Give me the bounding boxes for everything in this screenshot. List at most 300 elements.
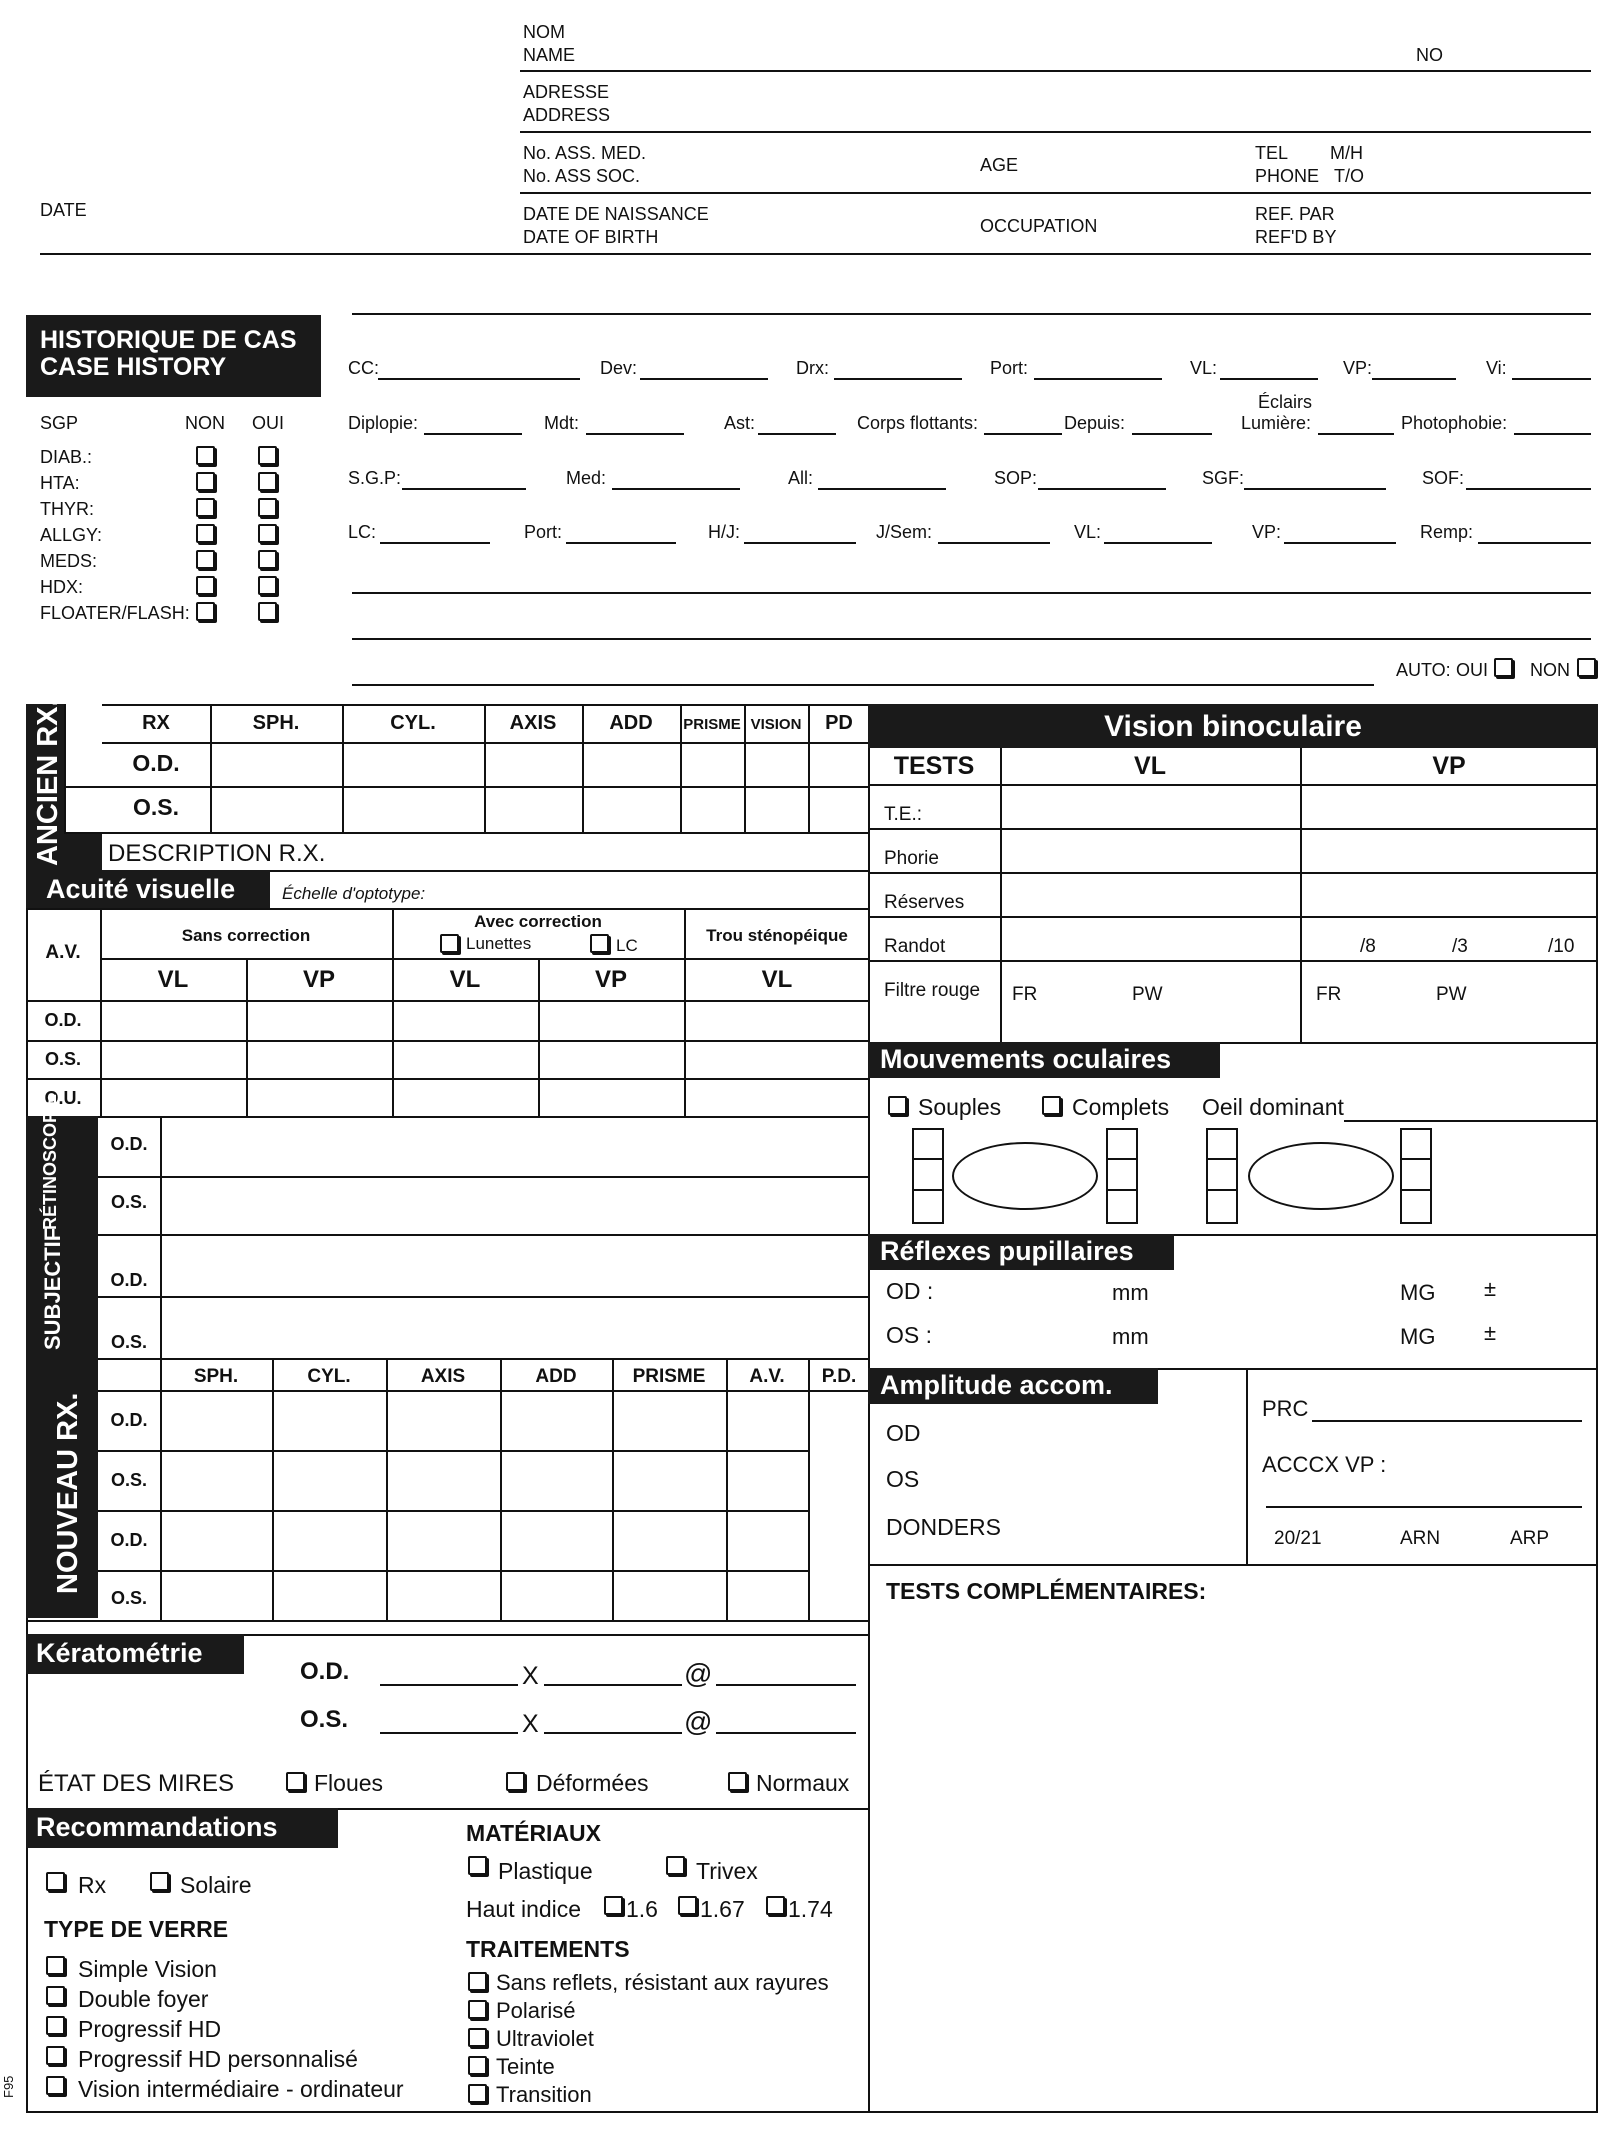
label-drx: Drx:: [796, 358, 829, 378]
vp-field[interactable]: [1372, 378, 1456, 380]
progressif-hd-perso-checkbox[interactable]: [46, 2046, 65, 2065]
lc-checkbox[interactable]: [590, 934, 609, 953]
tests-comp-title: TESTS COMPLÉMENTAIRES:: [886, 1578, 1207, 1604]
acuite-lc: LC: [616, 936, 638, 955]
label-lumiere: Lumière:: [1241, 413, 1312, 433]
notes-line-2[interactable]: [352, 638, 1591, 640]
sans-reflets-checkbox[interactable]: [468, 1972, 487, 1991]
binoc-row-te: T.E.:: [884, 804, 923, 825]
retino-od: O.D.: [110, 1134, 148, 1154]
binoc-row-reserves: Réserves: [884, 892, 965, 913]
label-corps-flottants: Corps flottants:: [857, 413, 979, 433]
recom-type: TYPE DE VERRE: [44, 1916, 229, 1942]
souples-checkbox[interactable]: [888, 1096, 907, 1115]
label-port: Port:: [990, 358, 1029, 378]
nouveau-col-av: A.V.: [749, 1366, 785, 1387]
form-code: F95: [1, 2075, 16, 2098]
sgp-hta: HTA:: [40, 473, 80, 493]
port2-field[interactable]: [566, 542, 676, 544]
kerato-od-at: @: [684, 1658, 713, 1689]
ancien-col-pd: PD: [825, 712, 853, 734]
vl2-field[interactable]: [1104, 542, 1212, 544]
rx-checkbox[interactable]: [46, 1872, 65, 1891]
recom-solaire: Solaire: [180, 1872, 252, 1898]
hdx-non-checkbox[interactable]: [196, 576, 215, 595]
ancien-col-prisme: PRISME: [683, 716, 741, 733]
solaire-checkbox[interactable]: [150, 1872, 169, 1891]
recom-materiaux: MATÉRIAUX: [466, 1820, 602, 1846]
label-sgp2: S.G.P:: [348, 468, 402, 488]
sop-field[interactable]: [1038, 488, 1166, 490]
thyr-non-checkbox[interactable]: [196, 498, 215, 517]
corps-flottants-field[interactable]: [984, 433, 1062, 435]
label-address: ADDRESS: [523, 105, 611, 125]
amplitude-os: OS: [886, 1466, 920, 1492]
nouveau-line-3: [98, 1510, 810, 1512]
label-eclairs: Éclairs: [1258, 392, 1313, 412]
reflexes-os-pm: ±: [1484, 1320, 1497, 1345]
kerato-od-field-3[interactable]: [716, 1684, 856, 1686]
ancien-line-1: [102, 742, 870, 744]
sof-field[interactable]: [1466, 488, 1591, 490]
mouv-souples: Souples: [918, 1094, 1002, 1120]
label-auto-non: NON: [1530, 660, 1570, 680]
dev-field[interactable]: [640, 378, 768, 380]
sgp-hdx: HDX:: [40, 577, 84, 597]
trait-ultraviolet: Ultraviolet: [496, 2026, 594, 2051]
trait-transition: Transition: [496, 2082, 592, 2107]
kerato-os-field-3[interactable]: [716, 1732, 856, 1734]
binoc-line-4: [868, 916, 1598, 918]
od-eye-oval[interactable]: [952, 1142, 1098, 1210]
label-vl: VL:: [1190, 358, 1218, 378]
trait-teinte: Teinte: [496, 2054, 555, 2079]
sgp-thyr: THYR:: [40, 499, 94, 519]
type-progressif-hd-perso: Progressif HD personnalisé: [78, 2046, 358, 2072]
nouveau-vline-3: [500, 1358, 502, 1620]
acuite-avec-vl: VL: [449, 966, 481, 993]
ancien-od-os-bg: [64, 704, 102, 832]
all-field[interactable]: [818, 488, 946, 490]
mat-i3: 1.74: [788, 1896, 833, 1922]
label-tel: TEL: [1255, 143, 1289, 163]
trivex-checkbox[interactable]: [666, 1856, 685, 1875]
floues-checkbox[interactable]: [286, 1772, 305, 1791]
case-title-en: CASE HISTORY: [40, 353, 227, 381]
acuite-avec-vp: VP: [594, 966, 627, 993]
label-nom: NOM: [523, 22, 565, 42]
recom-rx: Rx: [78, 1872, 107, 1898]
depuis-field[interactable]: [1132, 433, 1212, 435]
recom-title: Recommandations: [26, 1808, 338, 1848]
binoc-row-randot: Randot: [884, 936, 946, 957]
acuite-sans-vl: VL: [157, 966, 189, 993]
label-adresse: ADRESSE: [523, 82, 610, 102]
oeil-dominant-field[interactable]: [1344, 1120, 1596, 1122]
label-no: NO: [1416, 45, 1443, 65]
deformees-checkbox[interactable]: [506, 1772, 525, 1791]
label-non: NON: [185, 413, 225, 433]
nouveau-col-axis: AXIS: [420, 1366, 466, 1387]
amplitude-od: OD: [886, 1420, 921, 1446]
ancien-description[interactable]: DESCRIPTION R.X.: [108, 840, 326, 867]
acuite-avec: Avec correction: [474, 912, 602, 931]
retino-mid-line: [98, 1176, 870, 1178]
randot-3: /3: [1452, 936, 1468, 957]
label-all: All:: [788, 468, 814, 488]
label-remp: Remp:: [1420, 522, 1474, 542]
acuite-vline-2: [392, 908, 394, 1116]
retino-side-band: [26, 1116, 98, 1234]
reflexes-od: OD :: [886, 1278, 934, 1304]
binoc-title: Vision binoculaire: [868, 704, 1598, 748]
label-to: T/O: [1334, 166, 1364, 186]
double-foyer-checkbox[interactable]: [46, 1986, 65, 2005]
polarise-checkbox[interactable]: [468, 2000, 487, 2019]
kerato-floues: Floues: [314, 1770, 384, 1796]
acuite-line-4: [26, 1040, 870, 1042]
type-simple-vision: Simple Vision: [78, 1956, 217, 1982]
acuite-row-ou: O.U.: [44, 1088, 82, 1108]
os-left-grid[interactable]: [1206, 1128, 1238, 1224]
ancien-col-vision: VISION: [750, 716, 802, 733]
mouv-oeil-dominant: Oeil dominant: [1202, 1094, 1344, 1120]
complets-checkbox[interactable]: [1042, 1096, 1061, 1115]
kerato-od-field-2[interactable]: [544, 1684, 682, 1686]
jsem-field[interactable]: [938, 542, 1050, 544]
label-vl2: VL:: [1074, 522, 1102, 542]
hdx-oui-checkbox[interactable]: [258, 576, 277, 595]
label-hj: H/J:: [708, 522, 741, 542]
notes-line-3[interactable]: [352, 684, 1374, 686]
nouveau-row-os-2: O.S.: [110, 1588, 147, 1608]
label-phone: PHONE: [1255, 166, 1320, 186]
acuite-lunettes: Lunettes: [466, 934, 532, 953]
kerato-os-x: X: [522, 1710, 539, 1738]
type-double-foyer: Double foyer: [78, 1986, 209, 2012]
reflexes-os-mg: MG: [1400, 1324, 1436, 1349]
notes-line-1[interactable]: [352, 592, 1591, 594]
acuite-av: A.V.: [45, 942, 81, 963]
label-naissance: DATE DE NAISSANCE: [523, 204, 709, 224]
sgp-diab: DIAB.:: [40, 447, 93, 467]
acuite-sans-vp: VP: [302, 966, 335, 993]
drx-field[interactable]: [834, 378, 962, 380]
nouveau-line-2: [98, 1450, 810, 1452]
hta-oui-checkbox[interactable]: [258, 472, 277, 491]
label-ass-soc: No. ASS SOC.: [523, 166, 641, 186]
acuite-line-3: [26, 1000, 870, 1002]
type-progressif-hd: Progressif HD: [78, 2016, 222, 2042]
auto-non-checkbox[interactable]: [1577, 658, 1596, 677]
binoc-row-filtre: Filtre rouge: [884, 980, 981, 1001]
subjectif-os: O.S.: [110, 1332, 147, 1352]
binoc-vline-2: [1300, 748, 1302, 1042]
amplitude-prc: PRC: [1262, 1396, 1309, 1421]
nouveau-bottom-line: [26, 1620, 870, 1622]
tests-comp-frame[interactable]: [868, 1564, 1598, 2113]
sgp-allgy: ALLGY:: [40, 525, 103, 545]
filtre-vl-fr: FR: [1012, 984, 1038, 1005]
nouveau-row-os-1: O.S.: [110, 1470, 147, 1490]
lunettes-checkbox[interactable]: [440, 934, 459, 953]
vi-field[interactable]: [1512, 378, 1591, 380]
kerato-od-field-1[interactable]: [380, 1684, 518, 1686]
sgp-field[interactable]: [402, 488, 526, 490]
nouveau-col-sph: SPH.: [193, 1366, 239, 1387]
label-med: Med:: [566, 468, 607, 488]
label-name: NAME: [523, 45, 576, 65]
subjectif-mid-line: [98, 1296, 870, 1298]
acuite-row-os: O.S.: [44, 1049, 81, 1069]
meds-oui-checkbox[interactable]: [258, 550, 277, 569]
kerato-os-at: @: [684, 1706, 713, 1737]
prc-field[interactable]: [1312, 1420, 1582, 1422]
binoc-line-1: [868, 784, 1598, 786]
nouveau-vline-2: [386, 1358, 388, 1620]
label-mh: M/H: [1330, 143, 1363, 163]
mdt-field[interactable]: [586, 433, 684, 435]
acuite-row-od: O.D.: [44, 1010, 82, 1030]
randot-10: /10: [1548, 936, 1575, 957]
label-depuis: Depuis:: [1064, 413, 1126, 433]
binoc-vp: VP: [1432, 752, 1466, 780]
kerato-od-x: X: [522, 1662, 539, 1690]
remp-field[interactable]: [1478, 542, 1591, 544]
label-occupation: OCCUPATION: [980, 216, 1098, 236]
lc-field[interactable]: [380, 542, 490, 544]
normaux-checkbox[interactable]: [728, 1772, 747, 1791]
med-field[interactable]: [612, 488, 740, 490]
randot-8: /8: [1360, 936, 1376, 957]
progressif-hd-checkbox[interactable]: [46, 2016, 65, 2035]
binoc-line-5: [868, 960, 1598, 962]
port-field[interactable]: [1034, 378, 1162, 380]
vp2-field[interactable]: [1284, 542, 1396, 544]
sgf-field[interactable]: [1244, 488, 1386, 490]
diab-oui-checkbox[interactable]: [258, 446, 277, 465]
ancien-row-os: O.S.: [132, 794, 179, 820]
label-vp2: VP:: [1252, 522, 1282, 542]
case-title-fr: HISTORIQUE DE CAS: [40, 326, 297, 354]
ancien-line-3: [64, 832, 870, 834]
retino-side-label: RÉTINOSCOPIE: [40, 1093, 60, 1230]
mat-i2: 1.67: [700, 1896, 745, 1922]
nouveau-line-4: [98, 1570, 810, 1572]
indice-16-checkbox[interactable]: [604, 1896, 623, 1915]
nouveau-line-1: [98, 1390, 870, 1392]
label-dev: Dev:: [600, 358, 638, 378]
hta-non-checkbox[interactable]: [196, 472, 215, 491]
label-mdt: Mdt:: [544, 413, 580, 433]
nouveau-col-pd: P.D.: [821, 1366, 857, 1387]
label-diplopie: Diplopie:: [348, 413, 419, 433]
hj-field[interactable]: [744, 542, 856, 544]
nouveau-row-od-1: O.D.: [110, 1410, 148, 1430]
label-sof: SOF:: [1422, 468, 1465, 488]
retino-bottom-line: [26, 1234, 870, 1236]
nouveau-row-od-2: O.D.: [110, 1530, 148, 1550]
filtre-vl-pw: PW: [1132, 984, 1163, 1005]
reflexes-od-mm: mm: [1112, 1280, 1149, 1305]
teinte-checkbox[interactable]: [468, 2056, 487, 2075]
label-ref-par: REF. PAR: [1255, 204, 1335, 224]
nouveau-col-cyl: CYL.: [307, 1366, 351, 1387]
od-left-grid[interactable]: [912, 1128, 944, 1224]
kerato-etat: ÉTAT DES MIRES: [38, 1770, 235, 1797]
plastique-checkbox[interactable]: [468, 1856, 487, 1875]
label-photophobie: Photophobie:: [1401, 413, 1508, 433]
label-auto-oui: OUI: [1456, 660, 1489, 680]
nouveau-vline-6: [808, 1358, 810, 1620]
label-birth: DATE OF BIRTH: [523, 227, 659, 247]
acccx-field[interactable]: [1266, 1506, 1582, 1508]
auto-oui-checkbox[interactable]: [1494, 658, 1513, 677]
indice-174-checkbox[interactable]: [766, 1896, 785, 1915]
reflexes-os-mm: mm: [1112, 1324, 1149, 1349]
label-sop: SOP:: [994, 468, 1038, 488]
acuite-trou: Trou sténopéique: [706, 926, 848, 945]
date-field-line[interactable]: [40, 253, 1591, 255]
binoc-vl: VL: [1134, 752, 1166, 780]
nouveau-col-prisme: PRISME: [632, 1366, 706, 1387]
subjectif-od: O.D.: [110, 1270, 148, 1290]
trait-sans-reflets: Sans reflets, résistant aux rayures: [496, 1970, 829, 1995]
ancien-side-label: ANCIEN RX.: [32, 698, 64, 866]
name-field-line[interactable]: [520, 70, 1591, 72]
kerato-title: Kératométrie: [26, 1634, 244, 1674]
subjectif-side-label: SUBJECTIF: [40, 1227, 65, 1350]
mouv-title: Mouvements oculaires: [868, 1042, 1220, 1078]
label-vi: Vi:: [1486, 358, 1507, 378]
subjectif-bottom-line: [26, 1358, 870, 1360]
label-date: DATE: [40, 200, 87, 220]
mat-haut-indice: Haut indice: [466, 1896, 582, 1922]
allgy-non-checkbox[interactable]: [196, 524, 215, 543]
mat-trivex: Trivex: [696, 1858, 758, 1884]
label-lc: LC:: [348, 522, 377, 542]
ancien-row-od: O.D.: [132, 750, 180, 776]
ancien-col-cyl: CYL.: [390, 712, 436, 734]
acuite-echelle[interactable]: Échelle d'optotype:: [282, 884, 426, 903]
ultraviolet-checkbox[interactable]: [468, 2028, 487, 2047]
reflexes-od-mg: MG: [1400, 1280, 1436, 1305]
filtre-vp-pw: PW: [1436, 984, 1467, 1005]
label-ass-med: No. ASS. MED.: [523, 143, 647, 163]
amplitude-acccx: ACCCX VP :: [1262, 1452, 1387, 1477]
thyr-oui-checkbox[interactable]: [258, 498, 277, 517]
amplitude-divider: [1246, 1368, 1248, 1566]
label-cc: CC:: [348, 358, 379, 378]
os-eye-oval[interactable]: [1248, 1142, 1394, 1210]
ids-field-line[interactable]: [520, 192, 1591, 194]
ancien-col-axis: AXIS: [509, 712, 557, 734]
kerato-normaux: Normaux: [756, 1770, 850, 1796]
kerato-os: O.S.: [300, 1706, 349, 1733]
retino-vline: [160, 1116, 162, 1234]
ancien-col-rx: RX: [142, 712, 170, 734]
nouveau-vline-0: [160, 1358, 162, 1620]
allgy-oui-checkbox[interactable]: [258, 524, 277, 543]
amplitude-title: Amplitude accom.: [868, 1368, 1158, 1404]
label-oui: OUI: [252, 413, 285, 433]
binoc-line-3: [868, 872, 1598, 874]
label-age: AGE: [980, 155, 1019, 175]
diplopie-field[interactable]: [424, 433, 522, 435]
acuite-line-2: [100, 958, 870, 960]
recom-traitements: TRAITEMENTS: [466, 1936, 630, 1962]
transition-checkbox[interactable]: [468, 2084, 487, 2103]
label-sgf: SGF:: [1202, 468, 1245, 488]
cc-field[interactable]: [378, 378, 580, 380]
floater-non-checkbox[interactable]: [196, 602, 215, 621]
binoc-vline-1: [1000, 748, 1002, 1042]
label-jsem: J/Sem:: [876, 522, 933, 542]
case-top-line: [352, 313, 1591, 315]
amplitude-2021: 20/21: [1274, 1528, 1322, 1549]
acuite-line-5: [26, 1078, 870, 1080]
binoc-tests: TESTS: [893, 752, 975, 780]
amplitude-donders: DONDERS: [886, 1514, 1002, 1540]
od-right-grid[interactable]: [1106, 1128, 1138, 1224]
nouveau-vline-4: [612, 1358, 614, 1620]
acuite-title: Acuité visuelle: [26, 870, 270, 910]
vision-intermediaire-checkbox[interactable]: [46, 2076, 65, 2095]
label-vp: VP:: [1343, 358, 1373, 378]
acuite-trou-vl: VL: [761, 966, 793, 993]
diab-non-checkbox[interactable]: [196, 446, 215, 465]
kerato-deformees: Déformées: [536, 1770, 649, 1796]
mat-plastique: Plastique: [498, 1858, 593, 1884]
filtre-vp-fr: FR: [1316, 984, 1342, 1005]
reflexes-title: Réflexes pupillaires: [868, 1234, 1174, 1270]
sgp-floater: FLOATER/FLASH:: [40, 603, 190, 623]
kerato-os-field-2[interactable]: [544, 1732, 682, 1734]
floater-oui-checkbox[interactable]: [258, 602, 277, 621]
vl-field[interactable]: [1220, 378, 1318, 380]
kerato-os-field-1[interactable]: [380, 1732, 518, 1734]
amplitude-arp: ARP: [1510, 1528, 1550, 1549]
mouv-complets: Complets: [1072, 1094, 1170, 1120]
eclairs-field[interactable]: [1318, 433, 1394, 435]
retino-os: O.S.: [110, 1192, 147, 1212]
trait-polarise: Polarisé: [496, 1998, 576, 2023]
indice-167-checkbox[interactable]: [678, 1896, 697, 1915]
nouveau-vline-5: [726, 1358, 728, 1620]
binoc-line-2: [868, 828, 1598, 830]
amplitude-arn: ARN: [1400, 1528, 1441, 1549]
meds-non-checkbox[interactable]: [196, 550, 215, 569]
type-vision-intermediaire: Vision intermédiaire - ordinateur: [78, 2076, 404, 2102]
case-history-title: [26, 315, 321, 397]
label-refd-by: REF'D BY: [1255, 227, 1337, 247]
ast-field[interactable]: [758, 433, 836, 435]
ancien-line-2: [64, 786, 870, 788]
label-port2: Port:: [524, 522, 563, 542]
acuite-line-6: [26, 1116, 870, 1118]
os-right-grid[interactable]: [1400, 1128, 1432, 1224]
simple-vision-checkbox[interactable]: [46, 1956, 65, 1975]
kerato-od: O.D.: [300, 1658, 350, 1685]
ancien-col-sph: SPH.: [252, 712, 300, 734]
nouveau-col-add: ADD: [535, 1366, 577, 1387]
mat-i1: 1.6: [626, 1896, 658, 1922]
label-ast: Ast:: [724, 413, 756, 433]
label-sgp: SGP: [40, 413, 79, 433]
address-field-line[interactable]: [520, 131, 1591, 133]
ancien-col-add: ADD: [609, 712, 653, 734]
photophobie-field[interactable]: [1514, 433, 1591, 435]
